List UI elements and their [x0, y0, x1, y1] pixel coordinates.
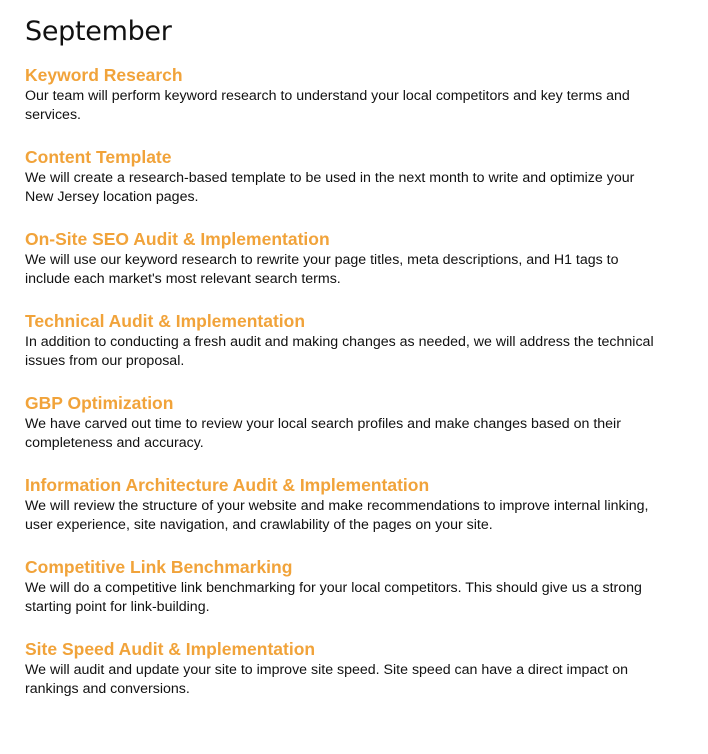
- section-description: We will use our keyword research to rewrite your page titles, meta descriptions, and H1 tags to include each market's most relevant search terms.: [25, 252, 619, 287]
- section-description: We will audit and update your site to improve site speed. Site speed can have a direct impact on rankings and conversions.: [25, 662, 629, 697]
- section-heading: Content Template: [25, 147, 172, 167]
- section-description: In addition to conducting a fresh audit and making changes as needed, we will address the technical issues from our proposal.: [25, 334, 654, 369]
- section-heading: Competitive Link Benchmarking: [25, 557, 293, 577]
- page-title: September: [25, 16, 172, 47]
- section-description: We will review the structure of your website and make recommendations to improve internal linking, user experience, site navigation, and crawlability of the pages on your site.: [25, 498, 649, 533]
- section-heading: Site Speed Audit & Implementation: [25, 639, 316, 659]
- section-heading: On-Site SEO Audit & Implementation: [25, 229, 330, 249]
- section-site-speed-audit: [25, 639, 685, 699]
- section-technical-audit: [25, 311, 685, 371]
- section-competitive-link-benchmarking: [25, 557, 685, 617]
- section-description: We have carved out time to review your local search profiles and make changes based on their completeness and accuracy.: [25, 416, 621, 451]
- section-on-site-seo-audit: [25, 229, 685, 289]
- section-keyword-research: [25, 65, 685, 125]
- section-heading: Technical Audit & Implementation: [25, 311, 306, 331]
- section-information-architecture: [25, 475, 685, 535]
- section-description: Our team will perform keyword research to understand your local competitors and key terms and services.: [25, 88, 630, 123]
- section-heading: Information Architecture Audit & Implementation: [25, 475, 430, 495]
- section-content-template: [25, 147, 685, 207]
- section-heading: Keyword Research: [25, 65, 183, 85]
- section-description: We will create a research-based template to be used in the next month to write and optimize your New Jersey location pages.: [25, 170, 635, 205]
- section-heading: GBP Optimization: [25, 393, 174, 413]
- document-page: [25, 0, 685, 699]
- section-gbp-optimization: [25, 393, 685, 453]
- section-description: We will do a competitive link benchmarking for your local competitors. This should give us a strong starting point for link-building.: [25, 580, 642, 615]
